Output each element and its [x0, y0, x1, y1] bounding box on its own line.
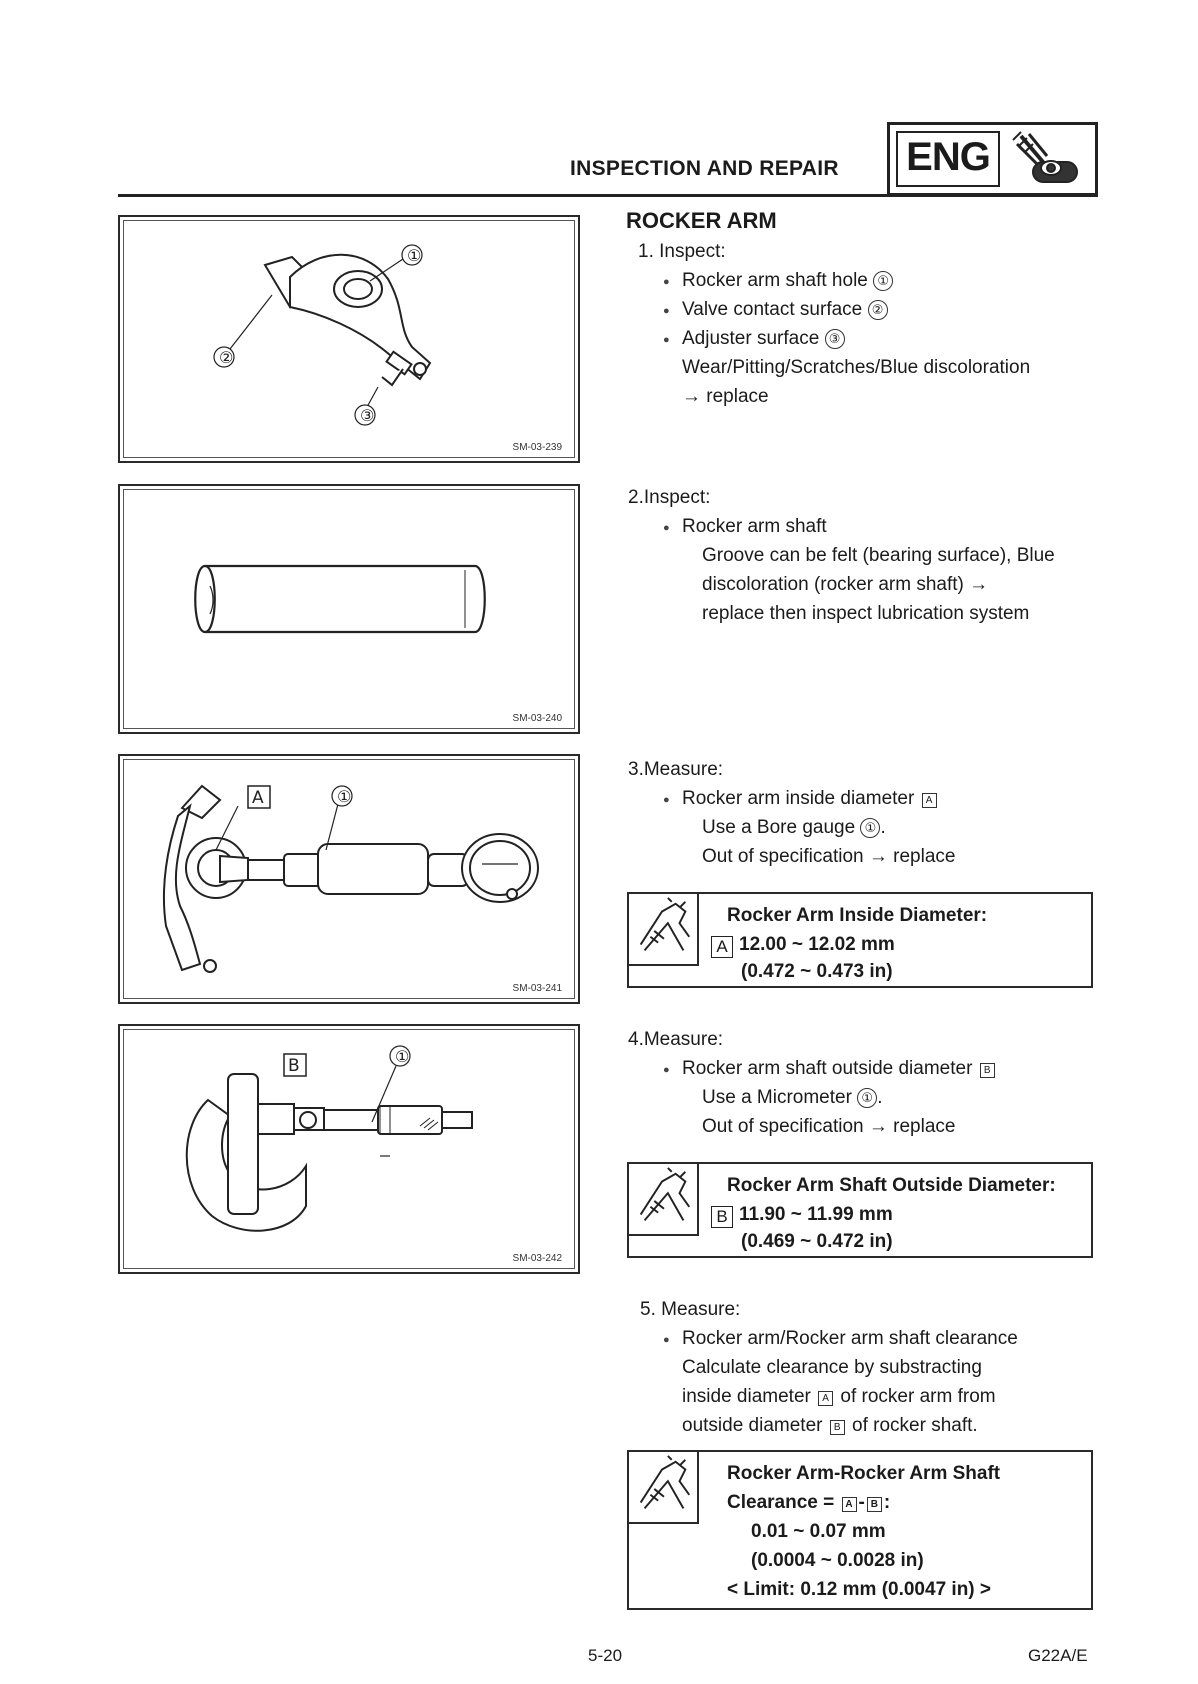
shaft-illustration: [120, 486, 582, 736]
figure-code: SM-03-239: [512, 442, 562, 453]
step3-line-2: Out of specification → replace: [702, 846, 956, 867]
spec-imperial: (0.469 ~ 0.472 in): [741, 1231, 893, 1252]
step5-line-2: [682, 1383, 996, 1411]
step1-item-3: [682, 325, 845, 353]
marker-1: ①: [860, 818, 880, 838]
step1-heading: 1. Inspect:: [638, 241, 726, 262]
micrometer-illustration: [120, 1026, 582, 1276]
spec-title-formula: [727, 1489, 890, 1517]
marker-1: ①: [857, 1088, 877, 1108]
spec-imperial: (0.0004 ~ 0.0028 in): [751, 1550, 924, 1571]
period: .: [880, 817, 886, 838]
step3-line-1-text: Use a Bore gauge: [702, 817, 856, 838]
spec-value-row: [711, 1201, 893, 1229]
figure3-callout-1: ①: [337, 787, 352, 806]
figure1-callout-1: ①: [407, 246, 422, 265]
marker-2: ②: [868, 300, 888, 320]
bore-gauge-illustration: [120, 756, 582, 1006]
step4-item: [682, 1055, 997, 1083]
step4-item-text: Rocker arm shaft outside diameter: [682, 1058, 973, 1079]
page-number: 5-20: [588, 1646, 623, 1665]
caliper-icon: [629, 894, 699, 966]
step2-line-2: discoloration (rocker arm shaft) →: [702, 574, 989, 595]
figure-rocker-arm: [118, 215, 580, 463]
figure-micrometer: [118, 1024, 580, 1274]
minus-sign: -: [858, 1492, 865, 1513]
spec-box-inside-diameter: [627, 892, 1093, 988]
spec-value: 11.90 ~ 11.99 mm: [739, 1204, 893, 1225]
caliper-icon: [629, 1452, 699, 1524]
figure4-callout-b: B: [288, 1056, 300, 1076]
figure3-callout-a: A: [252, 788, 264, 808]
page-header-title: INSPECTION AND REPAIR: [570, 157, 839, 180]
figure-rocker-arm-shaft: [118, 484, 580, 734]
step1-note-replace: → replace: [682, 386, 769, 407]
figure1-callout-2: ②: [219, 348, 234, 367]
spec-letter-b: B: [711, 1206, 733, 1228]
figure-code: SM-03-241: [512, 983, 562, 994]
step5-item: ● Rocker arm/Rocker arm shaft clearance: [682, 1325, 1018, 1353]
step5-line-3: [682, 1412, 978, 1440]
spec-value: 12.00 ~ 12.02 mm: [739, 934, 895, 955]
caliper-icon: [629, 1164, 699, 1236]
marker-a: A: [818, 1391, 833, 1406]
spec-title: Rocker Arm Shaft Outside Diameter:: [727, 1175, 1056, 1196]
step1-item-1-text: Rocker arm shaft hole: [682, 270, 868, 291]
step2-heading: 2.Inspect:: [628, 487, 711, 508]
step5-line-2b: of rocker arm from: [840, 1386, 996, 1407]
marker-a: A: [922, 793, 937, 808]
step5-line-1: Calculate clearance by substracting: [682, 1357, 982, 1378]
figure-bore-gauge: [118, 754, 580, 1004]
clearance-label: Clearance =: [727, 1492, 835, 1513]
spec-letter-a: A: [711, 936, 733, 958]
step1-note: Wear/Pitting/Scratches/Blue discoloration: [682, 357, 1031, 378]
step1-item-3-text: Adjuster surface: [682, 328, 820, 349]
step4-line-1: [702, 1084, 882, 1112]
figure4-callout-1: ①: [395, 1047, 410, 1066]
step3-line-1: [702, 814, 886, 842]
figure-code: SM-03-242: [512, 1253, 562, 1264]
step4-line-2: Out of specification → replace: [702, 1116, 956, 1137]
spec-title: Rocker Arm-Rocker Arm Shaft: [727, 1463, 1001, 1484]
period: .: [877, 1087, 883, 1108]
step3-heading: 3.Measure:: [628, 759, 724, 780]
step5-heading: 5. Measure:: [640, 1299, 741, 1320]
figure1-callout-3: ③: [360, 406, 375, 425]
marker-b: B: [830, 1420, 845, 1435]
engine-icon: [1003, 128, 1095, 190]
step3-item: [682, 785, 939, 813]
marker-b: B: [980, 1063, 995, 1078]
spec-value-row: [711, 931, 895, 959]
step1-item-2: [682, 296, 888, 324]
spec-value: 0.01 ~ 0.07 mm: [751, 1521, 886, 1542]
colon: :: [883, 1492, 891, 1513]
step1-item-2-text: Valve contact surface: [682, 299, 863, 320]
section-title: ROCKER ARM: [626, 208, 777, 233]
marker-a: A: [842, 1497, 857, 1512]
step4-line-1-text: Use a Micrometer: [702, 1087, 852, 1108]
spec-limit: < Limit: 0.12 mm (0.0047 in) >: [727, 1579, 991, 1600]
step5-line-2a: inside diameter: [682, 1386, 811, 1407]
spec-box-outside-diameter: [627, 1162, 1093, 1258]
step2-item: ● Rocker arm shaft: [682, 513, 827, 541]
step2-line-3: replace then inspect lubrication system: [702, 603, 1030, 624]
step3-item-text: Rocker arm inside diameter: [682, 788, 915, 809]
spec-imperial: (0.472 ~ 0.473 in): [741, 961, 893, 982]
step5-line-3b: of rocker shaft.: [852, 1415, 978, 1436]
document-code: G22A/E: [1028, 1646, 1088, 1665]
step4-heading: 4.Measure:: [628, 1029, 724, 1050]
step5-line-3a: outside diameter: [682, 1415, 823, 1436]
eng-badge: ENG: [906, 135, 990, 179]
figure-code: SM-03-240: [512, 713, 562, 724]
step1-item-1: [682, 267, 893, 295]
step2-line-1: Groove can be felt (bearing surface), Blue: [702, 545, 1055, 566]
marker-3: ③: [825, 329, 845, 349]
marker-1: ①: [873, 271, 893, 291]
spec-box-clearance: [627, 1450, 1093, 1610]
spec-title: Rocker Arm Inside Diameter:: [727, 905, 988, 926]
rocker-arm-illustration: [120, 217, 582, 465]
marker-b: B: [867, 1497, 882, 1512]
